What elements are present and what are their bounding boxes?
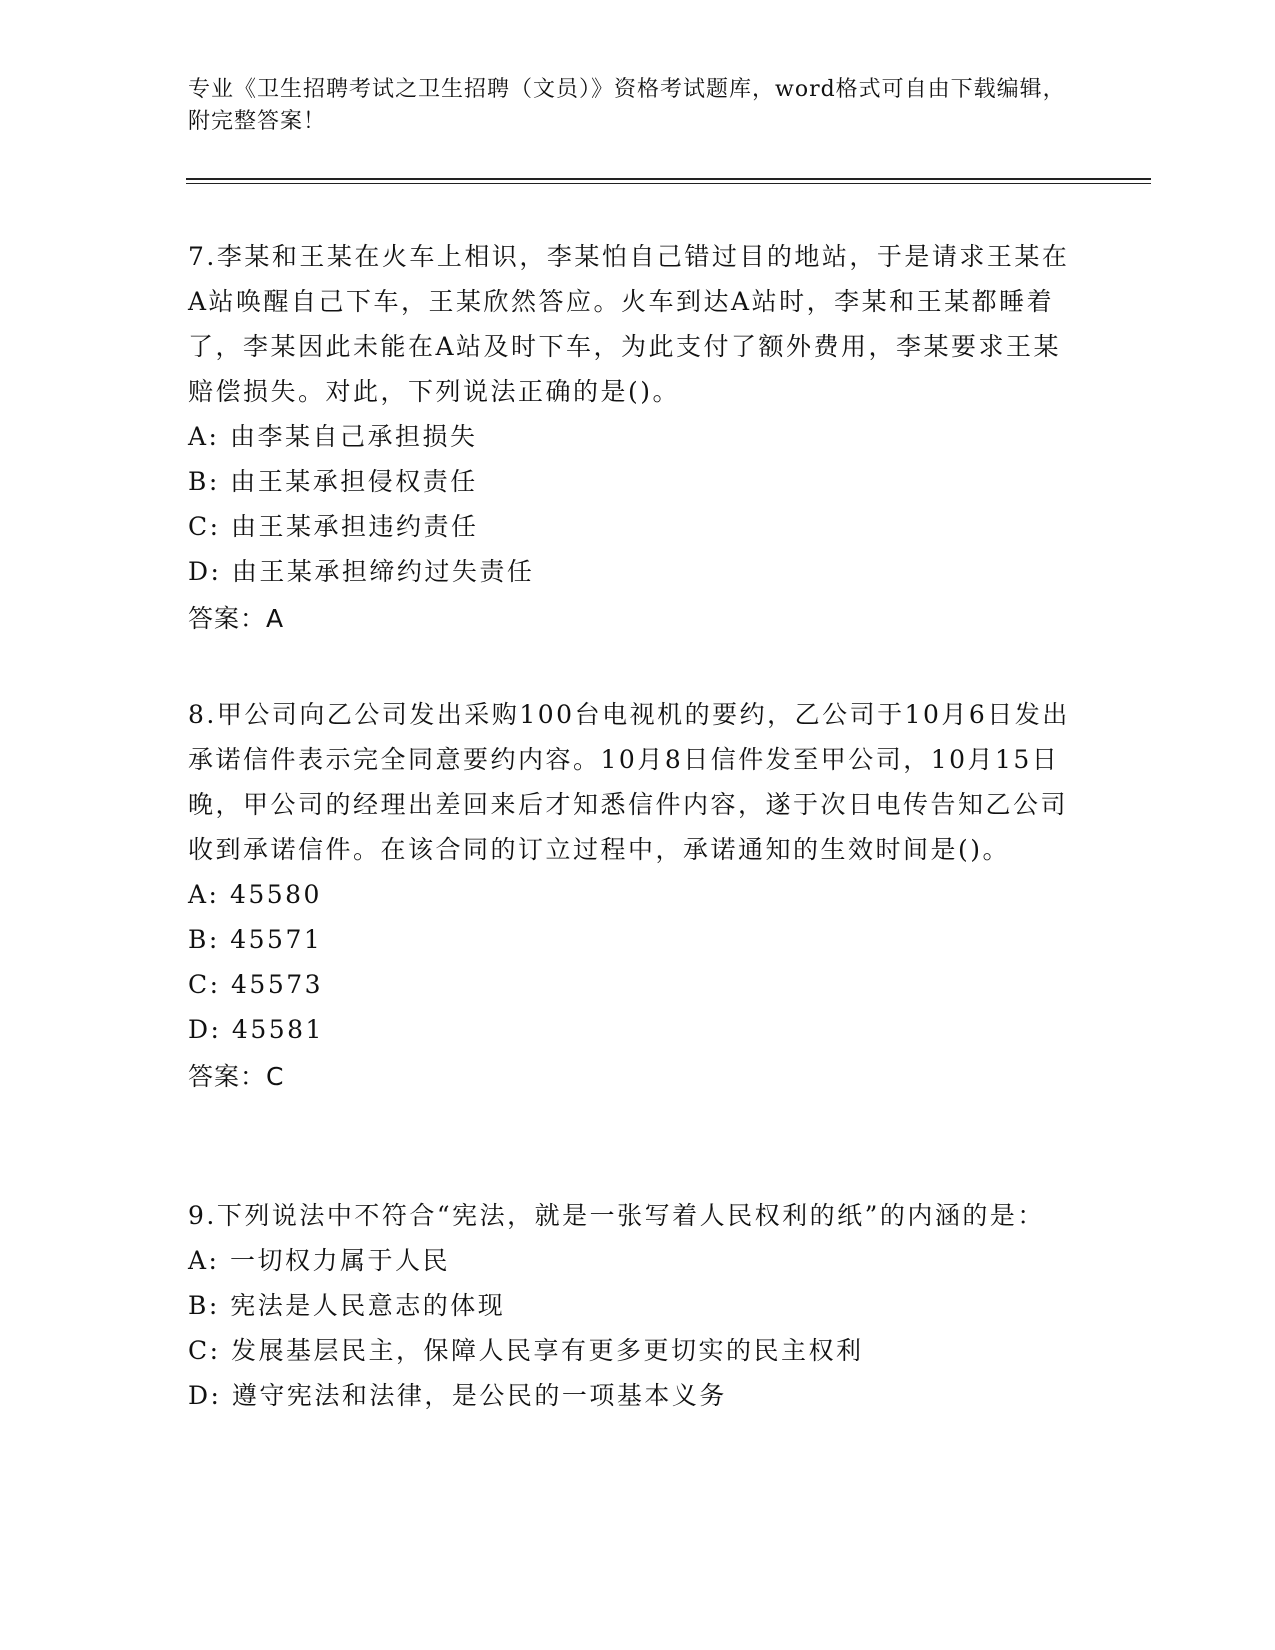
question-body: 甲公司向乙公司发出采购100台电视机的要约，乙公司于10月6日发出承诺信件表示完全同意要约内容。10月8日信件发至甲公司，10月15日晚，甲公司的经理出差回来后才知悉信件内容，遂于次日电传告知乙公司收到承诺信件。在该合同的订立过程中，承诺通知的生效时间是()。	[188, 700, 1070, 864]
option-c	[188, 504, 1088, 549]
option-d	[188, 549, 1088, 594]
header-divider-bottom	[186, 183, 1151, 184]
option-a	[188, 872, 1088, 917]
option-text: 45571	[230, 925, 323, 954]
question-body: 李某和王某在火车上相识，李某怕自己错过目的地站，于是请求王某在A站唤醒自己下车，王某欣然答应。火车到达A站时，李某和王某都睡着了，李某因此未能在A站及时下车，为此支付了额外费用，李某要求王某赔偿损失。对此，下列说法正确的是()。	[188, 242, 1070, 406]
option-b	[188, 917, 1088, 962]
option-text: 45580	[229, 880, 322, 909]
option-b	[188, 459, 1088, 504]
option-text: 由李某自己承担损失	[229, 422, 478, 451]
question-text	[188, 692, 1088, 872]
header-divider-top	[186, 178, 1151, 180]
option-text: 遵守宪法和法律，是公民的一项基本义务	[231, 1381, 727, 1410]
option-label: C:	[188, 970, 221, 999]
answer-line: 答案：C	[188, 1062, 285, 1091]
header-text: 专业《卫生招聘考试之卫生招聘（文员）》资格考试题库，word格式可自由下载编辑，附完整答案！	[188, 77, 1066, 134]
option-label: D:	[188, 1015, 222, 1044]
option-text: 发展基层民主，保障人民享有更多更切实的民主权利	[231, 1336, 864, 1365]
page-header	[188, 74, 1088, 138]
question-body: 下列说法中不符合“宪法，就是一张写着人民权利的纸”的内涵的是：	[216, 1201, 1045, 1230]
question-text	[188, 234, 1088, 414]
option-label: A:	[188, 422, 220, 451]
option-text: 由王某承担侵权责任	[230, 467, 478, 496]
option-d	[188, 1373, 1088, 1418]
question-text	[188, 1193, 1088, 1238]
option-c	[188, 962, 1088, 1007]
option-a	[188, 414, 1088, 459]
option-text: 45573	[231, 970, 324, 999]
option-a	[188, 1238, 1088, 1283]
option-label: B:	[188, 1291, 220, 1320]
question-number: 7.	[188, 242, 217, 271]
option-label: D:	[188, 1381, 222, 1410]
question-8	[188, 692, 1088, 1099]
option-text: 45581	[231, 1015, 324, 1044]
option-c	[188, 1328, 1088, 1373]
option-text: 由王某承担缔约过失责任	[231, 557, 535, 586]
option-text: 宪法是人民意志的体现	[230, 1291, 506, 1320]
option-text: 由王某承担违约责任	[231, 512, 479, 541]
question-number: 9.	[188, 1201, 217, 1230]
question-7	[188, 234, 1088, 641]
option-label: A:	[188, 880, 220, 909]
option-label: C:	[188, 512, 221, 541]
option-label: C:	[188, 1336, 221, 1365]
option-label: B:	[188, 925, 220, 954]
option-label: A:	[188, 1246, 220, 1275]
option-text: 一切权力属于人民	[229, 1246, 450, 1275]
option-label: B:	[188, 467, 220, 496]
question-9	[188, 1193, 1088, 1418]
option-d	[188, 1007, 1088, 1052]
answer-line: 答案：A	[188, 604, 285, 633]
question-number: 8.	[188, 700, 217, 729]
option-b	[188, 1283, 1088, 1328]
option-label: D:	[188, 557, 222, 586]
